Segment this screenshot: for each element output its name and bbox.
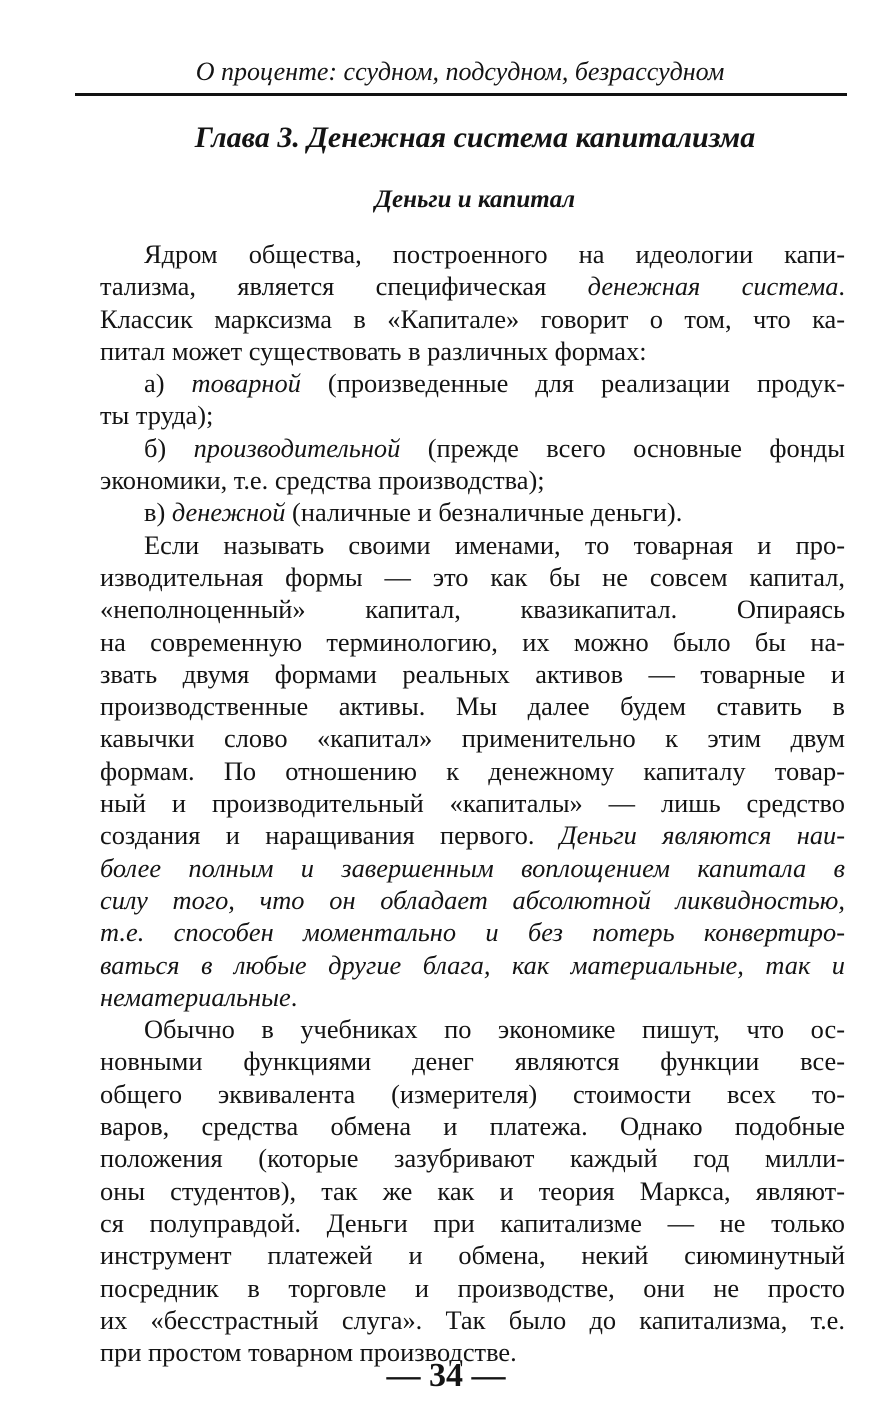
text-line [100,303,845,335]
italic-text: денежная система [587,271,839,302]
text-line [100,658,845,690]
text-segment: производственные активы. Мы далее будем ставить в [100,691,845,722]
text-line [100,626,845,658]
text-segment: питал может существовать в различных формах: [100,335,647,366]
text-segment: ся полуправдой. Деньги при капитализме — не только [100,1207,845,1238]
italic-text: нематериальные [100,981,291,1012]
text-segment: . [290,981,298,1012]
body-text [100,238,845,1368]
text-line [100,1142,845,1174]
text-segment: Обычно в учебниках по экономике пишут, что ос- [144,1014,845,1045]
text-line [100,1045,845,1077]
text-segment: . [838,271,845,302]
text-segment: положения (которые зазубривают каждый год милли- [100,1143,845,1174]
text-line [100,787,845,819]
text-line [100,399,845,431]
text-segment: Ядром общества, построенного на идеологии капи- [144,239,845,269]
text-line [100,981,845,1013]
text-segment: инструмент платежей и обмена, некий сиюминутный [100,1240,845,1271]
text-line [100,852,845,884]
text-line [100,561,845,593]
text-segment: б) [144,432,194,463]
text-segment: «неполноценный» капитал, квазикапитал. Опираясь [100,594,845,625]
text-segment: варов, средства обмена и платежа. Однако подобные [100,1111,845,1142]
text-line [100,464,845,496]
text-segment: экономики, т.е. средства производства); [100,465,545,496]
text-line [100,496,845,528]
text-segment: а) [144,368,192,399]
text-line [100,1239,845,1271]
text-line [100,529,845,561]
italic-text: Деньги являются наи- [559,820,845,851]
text-segment: создания и наращивания первого. [100,820,560,851]
text-line [100,1272,845,1304]
text-segment: формам. По отношению к денежному капиталу товар- [100,755,845,786]
text-line [100,916,845,948]
text-segment: на современную терминологию, их можно было бы на- [100,626,845,657]
text-segment: оны студентов), так же как и теория Маркса, являют- [100,1175,845,1206]
text-segment: кавычки слово «капитал» применительно к этим двум [100,723,845,754]
text-segment: (произведенные для реализации продук- [300,368,845,399]
text-line [100,755,845,787]
italic-text: производительной [193,432,401,463]
text-line [100,367,845,399]
text-segment: ты труда); [100,400,214,431]
italic-text: денежной [171,497,286,528]
text-segment: (наличные и безналичные деньги). [285,497,683,528]
running-head: О проценте: ссудном, подсудном, безрассудном [195,57,725,86]
text-segment: посредник в торговле и производстве, они не просто [100,1272,845,1303]
text-segment: изводительная формы — это как бы не совсем капитал, [100,561,845,592]
chapter-title: Глава 3. Денежная система капитализма [194,121,756,154]
text-segment: ный и производительный «капиталы» — лишь средство [100,788,845,819]
text-segment: общего эквивалента (измерителя) стоимости всех то- [100,1078,845,1109]
section-title: Деньги и капитал [374,186,576,213]
italic-text: т.е. способен моментально и без потерь конвертиро- [100,917,845,948]
text-line [100,270,845,302]
text-segment: Если называть своими именами, то товарная и про- [144,529,845,560]
italic-text: товарной [191,368,301,399]
text-segment: звать двумя формами реальных активов — товарные и [100,658,845,689]
text-segment: при простом товарном производстве. [100,1337,517,1368]
text-line [100,949,845,981]
text-segment: их «бесстрастный слуга». Так было до капитализма, т.е. [100,1304,845,1335]
text-line [100,819,845,851]
italic-text: силу того, что он обладает абсолютной ликвидностью, [100,884,845,915]
text-line [100,335,845,367]
text-line [100,1110,845,1142]
text-line [100,690,845,722]
text-line [100,884,845,916]
text-line [100,722,845,754]
text-segment: новными функциями денег являются функции все- [100,1046,845,1077]
italic-text: более полным и завершенным воплощением капитала в [100,852,845,883]
text-line [100,1013,845,1045]
text-line [100,593,845,625]
header-rule [75,93,847,96]
text-line [100,1304,845,1336]
text-line [100,1175,845,1207]
text-line [100,1078,845,1110]
text-line [100,1207,845,1239]
page-number: — 34 — [386,1357,506,1394]
text-segment: (прежде всего основные фонды [400,432,845,463]
text-segment: Классик марксизма в «Капитале» говорит о том, что ка- [100,303,845,334]
text-segment: тализма, является специфическая [100,271,588,302]
text-line [100,238,845,270]
text-line [100,432,845,464]
italic-text: ваться в любые другие блага, как материальные, так и [100,949,845,980]
text-segment: в) [144,497,172,528]
